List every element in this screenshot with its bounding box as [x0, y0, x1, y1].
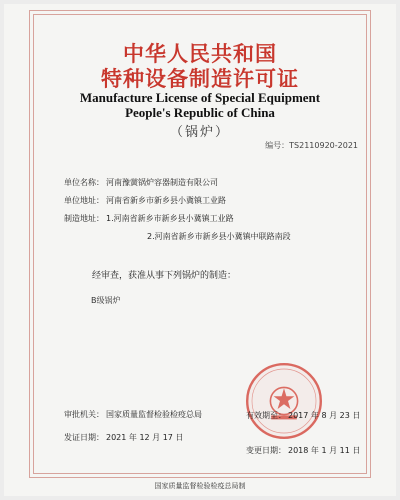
approval-authority-value: 国家质量监督检验检疫总局 [106, 410, 202, 419]
expiry-date-label: 有效期至： [246, 411, 286, 420]
factory-address-1: 1.河南省新乡市新乡县小冀镇工业路 [106, 214, 234, 223]
unit-name-label: 单位名称： [64, 178, 104, 187]
expiry-date-value: 2017 年 8 月 23 日 [288, 411, 361, 420]
title-cn-line2: 特种设备制造许可证 [101, 67, 299, 91]
license-scope: B级锅炉 [91, 296, 121, 305]
change-date-value: 2018 年 1 月 11 日 [288, 446, 361, 455]
title-en-line1: Manufacture License of Special Equipment [79, 90, 321, 105]
issue-date-value: 2021 年 12 月 17 日 [106, 433, 184, 442]
issue-date-row [64, 432, 183, 443]
serial-number: 编号：TS2110920-2021 [265, 141, 358, 150]
factory-address-row [64, 213, 234, 224]
approval-authority-row [64, 409, 202, 420]
unit-name-row [64, 177, 218, 188]
official-seal [244, 361, 324, 441]
issuer-footer: 国家质量监督检验检疫总局制 [154, 482, 246, 490]
unit-name-value: 河南豫黉锅炉容器制造有限公司 [106, 178, 218, 187]
approval-statement: 经审查，获准从事下列锅炉的制造： [92, 271, 237, 281]
factory-address-row-2 [147, 231, 291, 242]
issue-date-label: 发证日期： [64, 433, 104, 442]
factory-address-label: 制造地址： [64, 214, 104, 223]
unit-address-value: 河南省新乡市新乡县小冀镇工业路 [106, 196, 226, 205]
approval-authority-label: 审批机关： [64, 410, 104, 419]
license-type: （锅炉） [169, 125, 230, 140]
change-date-label: 变更日期： [246, 446, 286, 455]
factory-address-2: 2.河南省新乡市新乡县小冀镇中联路南段 [147, 232, 291, 241]
title-cn-line1: 中华人民共和国 [123, 42, 277, 66]
unit-address-label: 单位地址： [64, 196, 104, 205]
title-en-line2: People's Republic of China [125, 105, 275, 120]
expiry-date-row [246, 410, 360, 421]
change-date-row [246, 445, 360, 456]
unit-address-row [64, 195, 226, 206]
